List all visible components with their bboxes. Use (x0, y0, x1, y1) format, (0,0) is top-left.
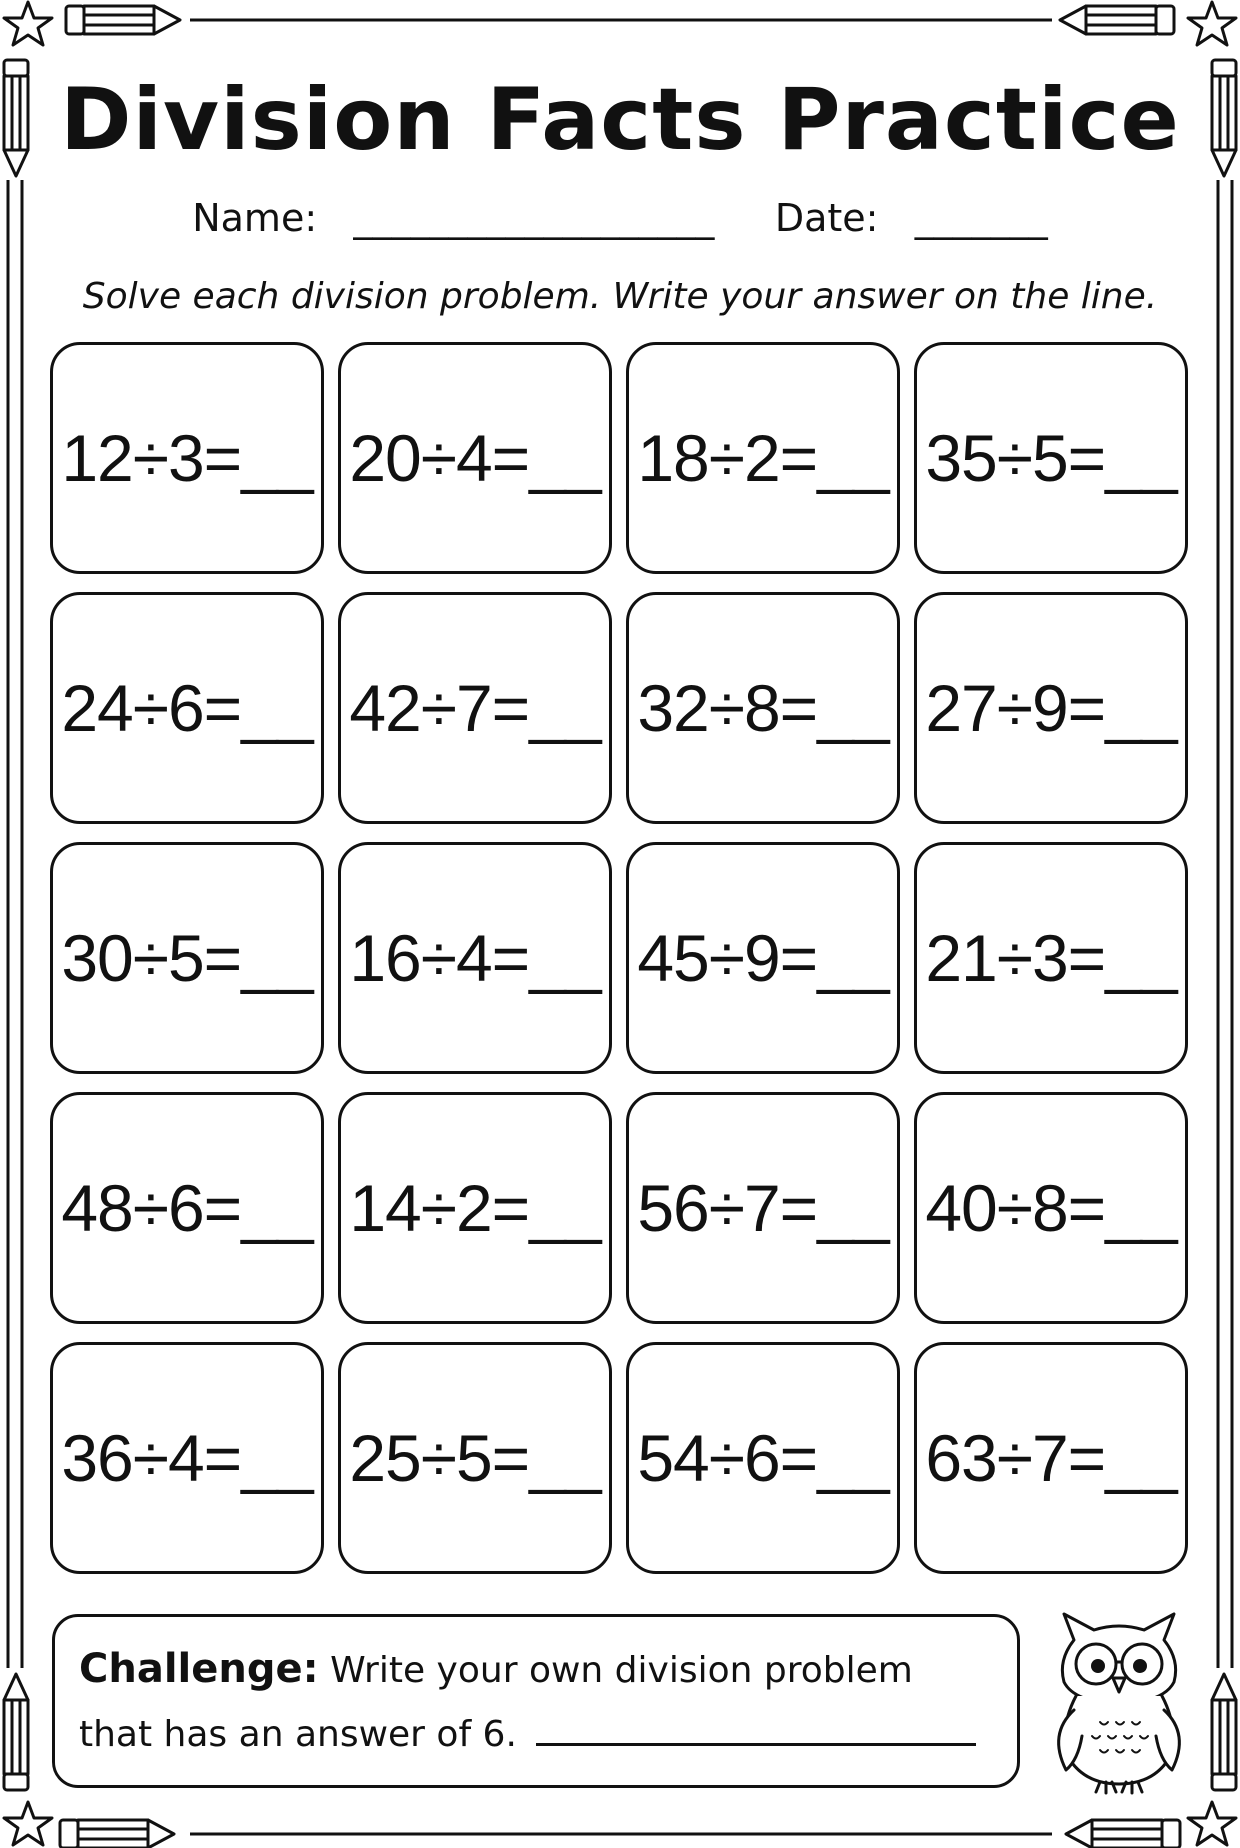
problem-text: 18÷2=__ (637, 421, 889, 495)
date-label: Date: (774, 196, 879, 240)
name-label: Name: (192, 196, 318, 240)
problem-text: 56÷7=__ (637, 1171, 889, 1245)
problem-card[interactable] (914, 842, 1188, 1074)
problem-card[interactable] (50, 592, 324, 824)
problem-text: 54÷6=__ (637, 1421, 889, 1495)
problem-text: 16÷4=__ (349, 921, 601, 995)
star-icon (1188, 1802, 1236, 1845)
challenge-answer-line[interactable] (536, 1715, 976, 1746)
problem-card[interactable] (338, 1092, 612, 1324)
problem-card[interactable] (914, 592, 1188, 824)
name-blank[interactable]: ___________________ (353, 196, 715, 240)
star-icon (4, 1802, 52, 1845)
problem-card[interactable] (338, 592, 612, 824)
problem-text: 45÷9=__ (637, 921, 889, 995)
problem-text: 42÷7=__ (349, 671, 601, 745)
problem-card[interactable] (914, 342, 1188, 574)
problem-card[interactable] (914, 1092, 1188, 1324)
name-date-row (0, 196, 1240, 240)
problem-card[interactable] (50, 842, 324, 1074)
problem-card[interactable] (626, 592, 900, 824)
challenge-text-line2: that has an answer of 6. (79, 1714, 517, 1755)
problem-card[interactable] (626, 1092, 900, 1324)
pencil-icon (1212, 1674, 1236, 1790)
problem-text: 14÷2=__ (349, 1171, 601, 1245)
pencil-icon (66, 6, 180, 34)
challenge-box (52, 1614, 1020, 1788)
problem-text: 21÷3=__ (925, 921, 1177, 995)
pencil-icon (1066, 1820, 1180, 1848)
problem-card[interactable] (50, 1092, 324, 1324)
instructions: Solve each division problem. Write your answer on the line. (82, 276, 1158, 317)
problem-text: 25÷5=__ (349, 1421, 601, 1495)
problem-text: 36÷4=__ (61, 1421, 313, 1495)
problem-text: 35÷5=__ (925, 421, 1177, 495)
problem-card[interactable] (50, 1342, 324, 1574)
pencil-icon (60, 1820, 174, 1848)
pencil-icon (4, 1674, 28, 1790)
problem-text: 27÷9=__ (925, 671, 1177, 745)
problem-card[interactable] (50, 342, 324, 574)
problem-text: 48÷6=__ (61, 1171, 313, 1245)
star-icon (4, 2, 52, 45)
star-icon (1188, 2, 1236, 45)
problem-card[interactable] (338, 1342, 612, 1574)
problem-card[interactable] (626, 842, 900, 1074)
page-title: Division Facts Practice (60, 70, 1180, 170)
problem-grid (50, 342, 1190, 1574)
date-blank[interactable]: _______ (914, 196, 1048, 240)
owl-icon (1044, 1610, 1194, 1796)
problem-card[interactable] (338, 842, 612, 1074)
challenge-text-line1: Write your own division problem (330, 1650, 913, 1691)
problem-text: 24÷6=__ (61, 671, 313, 745)
problem-card[interactable] (914, 1342, 1188, 1574)
problem-card[interactable] (626, 342, 900, 574)
challenge-label: Challenge: (79, 1646, 319, 1692)
problem-card[interactable] (626, 1342, 900, 1574)
problem-text: 63÷7=__ (925, 1421, 1177, 1495)
problem-card[interactable] (338, 342, 612, 574)
problem-text: 20÷4=__ (349, 421, 601, 495)
problem-text: 12÷3=__ (61, 421, 313, 495)
problem-text: 40÷8=__ (925, 1171, 1177, 1245)
problem-text: 30÷5=__ (61, 921, 313, 995)
pencil-icon (1060, 6, 1174, 34)
problem-text: 32÷8=__ (637, 671, 889, 745)
